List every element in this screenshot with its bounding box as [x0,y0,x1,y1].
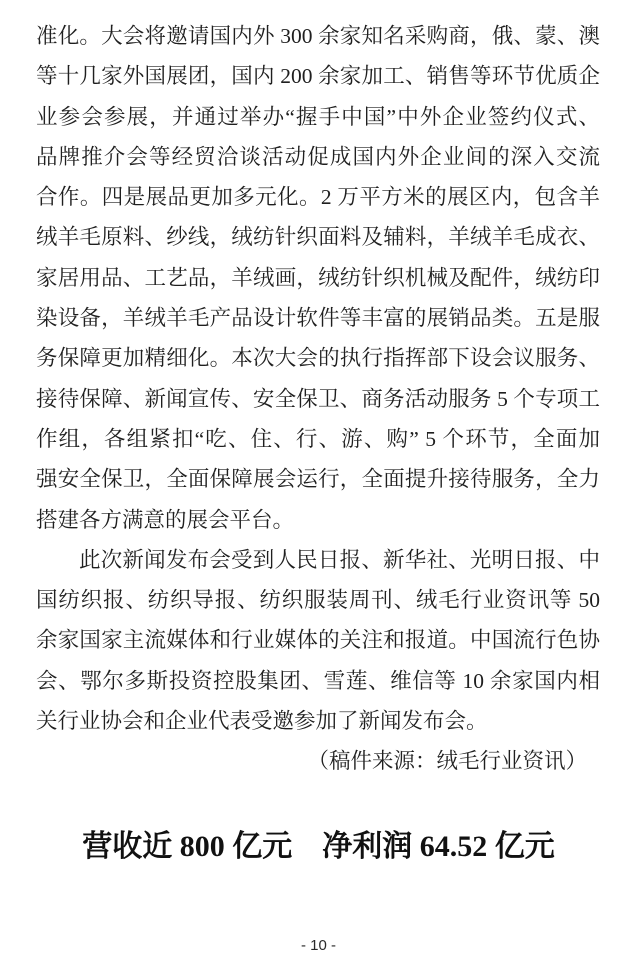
text-line: 国纺织报、纺织导报、纺织服装周刊、绒毛行业资讯等 50 [36,588,600,613]
text-line: 品牌推介会等经贸洽谈活动促成国内外企业间的深入交流 [36,144,600,169]
paragraph-2 [36,540,600,741]
text-line: 染设备，羊绒羊毛产品设计软件等丰富的展销品类。五是服 [36,306,600,331]
text-line: 业参会参展，并通过举办“握手中国”中外企业签约仪式、 [36,104,600,129]
text-line: 等十几家外国展团，国内 200 余家加工、销售等环节优质企 [36,64,600,89]
text-line: 余家国家主流媒体和行业媒体的关注和报道。中国流行色协 [36,628,600,653]
page-number: - 10 - [300,937,336,954]
text-line: 此次新闻发布会受到人民日报、新华社、光明日报、中 [79,547,600,572]
text-line: 务保障更加精细化。本次大会的执行指挥部下设会议服务、 [36,346,600,371]
text-line: 搭建各方满意的展会平台。 [36,507,295,532]
text-line: 准化。大会将邀请国内外 300 余家知名采购商，俄、蒙、澳 [36,24,600,48]
text-line: 合作。四是展品更加多元化。2 万平方米的展区内，包含羊 [36,185,600,210]
text-line: 绒羊毛原料、纱线，绒纺针织面料及辅料，羊绒羊毛成衣、 [36,225,600,250]
text-line: 接待保障、新闻宣传、安全保卫、商务活动服务 5 个专项工 [36,386,600,411]
paragraph-1 [36,16,600,540]
next-article-title: 营收近 800 亿元 净利润 64.52 亿元 [82,830,555,863]
text-line: 作组，各组紧扣“吃、住、行、游、购” 5 个环节，全面加 [36,426,600,451]
text-line: 会、鄂尔多斯投资控股集团、雪莲、维信等 10 余家国内相 [36,668,600,693]
text-line: 家居用品、工艺品，羊绒画，绒纺针织机械及配件，绒纺印 [36,265,600,290]
text-line: 强安全保卫，全面保障展会运行，全面提升接待服务，全力 [36,467,600,492]
body-text-block [36,16,600,782]
source-attribution: （稿件来源：绒毛行业资讯） [307,749,587,774]
text-line: 关行业协会和企业代表受邀参加了新闻发布会。 [36,709,488,734]
